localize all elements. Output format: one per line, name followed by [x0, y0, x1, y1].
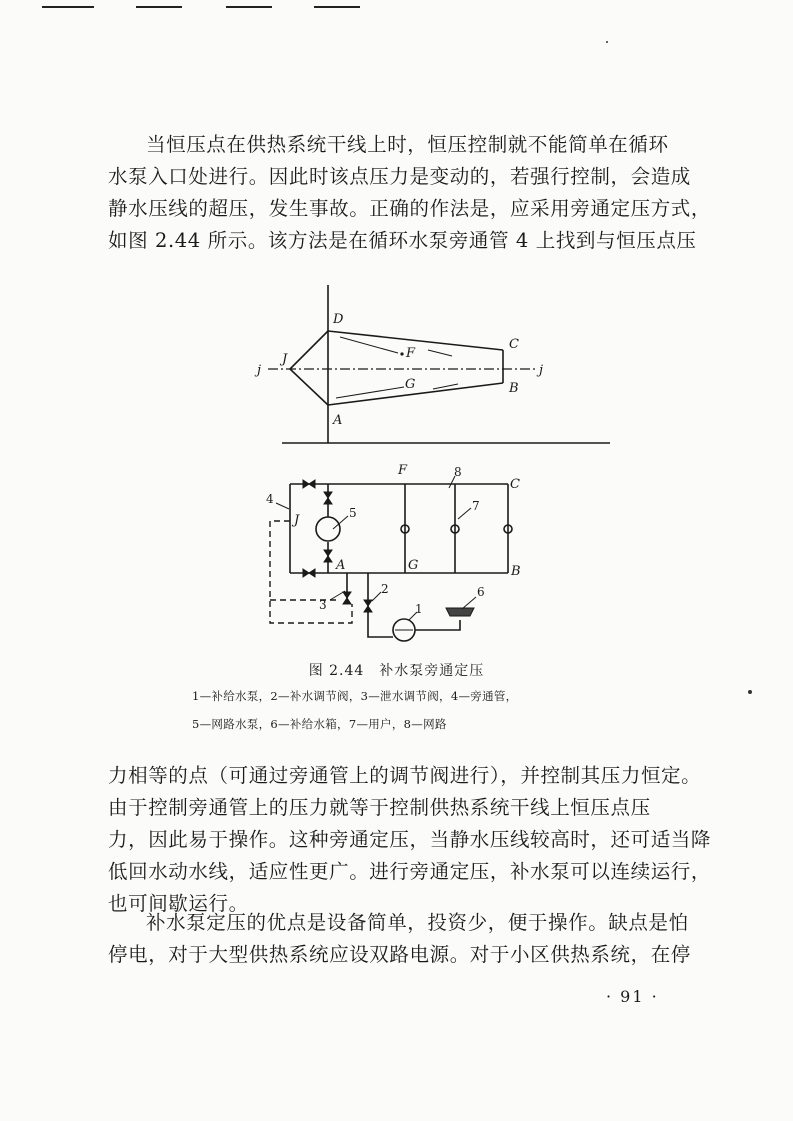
pressure-diagram [268, 285, 610, 443]
valve-icon [364, 600, 372, 612]
component-number-5: 5 [349, 506, 357, 520]
top-rule-3 [226, 6, 272, 8]
text-line: 低回水动水线，适应性更广。进行旁通定压，补水泵可以连续运行， [108, 860, 712, 883]
component-number-2: 2 [381, 582, 389, 596]
scan-speck [606, 41, 608, 43]
top-rule-1 [42, 6, 94, 8]
makeup-pump-1 [393, 619, 415, 641]
text-line: 静水压线的超压，发生事故。正确的作法是，应采用旁通定压方式， [108, 197, 712, 220]
pressure-label-j-left: j [257, 363, 262, 378]
component-number-1: 1 [415, 602, 423, 616]
makeup-line [368, 573, 393, 637]
figure-caption: 图 2.44 补水泵旁通定压 [308, 663, 485, 679]
figure-legend-line: 5—网路水泵，6—补给水箱，7—用户，8—网路 [192, 717, 447, 731]
component-number-6: 6 [477, 585, 485, 599]
valves [303, 480, 372, 612]
component-number-3: 3 [319, 598, 327, 612]
hatch-mark [428, 350, 452, 356]
text-line: 当恒压点在供热系统干线上时，恒压控制就不能简单在循环 [146, 133, 669, 156]
leader-lines [276, 476, 476, 620]
pressure-label-C: C [509, 337, 519, 352]
text-line: 力相等的点（可通过旁通管上的调节阀进行），并控制其压力恒定。 [108, 764, 702, 787]
text-line: 力，因此易于操作。这种旁通定压，当静水压线较高时，还可适当降 [108, 828, 712, 851]
pressure-label-F: F [406, 346, 416, 361]
schematic-label-A: A [336, 558, 346, 573]
return-line-A-B [328, 383, 503, 405]
text-line: 也可间歇运行。 [108, 892, 249, 915]
schematic-label-B: B [511, 564, 521, 579]
text-line: 补水泵定压的优点是设备简单，投资少，便于操作。缺点是怕 [146, 911, 689, 934]
hatch-mark [336, 387, 404, 398]
hatch-mark [433, 384, 458, 389]
pressure-label-j-right: j [539, 363, 544, 378]
text-line: 停电，对于大型供热系统应设双路电源。对于小区供热系统，在停 [108, 943, 691, 966]
pressure-label-J: J [282, 352, 288, 367]
pressure-label-A: A [333, 413, 343, 428]
valve-icon [343, 592, 351, 604]
component-number-8: 8 [454, 465, 462, 479]
pressure-label-D: D [333, 312, 344, 327]
user-7 [401, 525, 409, 533]
schematic-label-G: G [408, 558, 419, 573]
hatch-mark [340, 337, 398, 353]
valve-icon [303, 569, 315, 577]
piping-schematic [290, 484, 512, 641]
text-line: 由于控制旁通管上的压力就等于控制供热系统干线上恒压点压 [108, 796, 651, 819]
pressure-label-B: B [509, 381, 519, 396]
line-J-D [290, 331, 328, 369]
top-rule-4 [314, 6, 360, 8]
network-pump-5 [316, 517, 340, 541]
line-J-A [290, 369, 328, 405]
tank-line [415, 620, 460, 630]
paragraph-1 [108, 129, 712, 257]
text-line: 水泵入口处进行。因此时该点压力是变动的，若强行控制，会造成 [108, 165, 691, 188]
supply-line-D-C [328, 331, 503, 350]
pressure-label-G: G [405, 377, 416, 392]
page-number: · 91 · [606, 987, 659, 1006]
text-line: 如图 2.44 所示。该方法是在循环水泵旁通管 4 上找到与恒压点压 [108, 229, 697, 252]
component-number-7: 7 [472, 499, 480, 513]
paragraph-2 [108, 760, 712, 920]
user-7 [504, 525, 512, 533]
schematic-label-C: C [510, 477, 520, 492]
schematic-label-J: J [294, 513, 300, 528]
figure-legend-line: 1—补给水泵，2—补水调节阀，3—泄水调节阀，4—旁通管， [192, 689, 518, 703]
drain-dashed-lines [270, 521, 352, 623]
valve-icon [324, 492, 332, 504]
schematic-label-F: F [398, 463, 408, 478]
point-F-dot [400, 352, 403, 355]
paragraph-3 [108, 907, 690, 971]
valve-icon [303, 480, 315, 488]
makeup-tank-6 [446, 608, 474, 616]
scan-speck [748, 690, 752, 694]
top-rule-2 [136, 6, 182, 8]
user-7 [451, 525, 459, 533]
valve-icon [324, 550, 332, 562]
component-number-4: 4 [266, 492, 274, 506]
